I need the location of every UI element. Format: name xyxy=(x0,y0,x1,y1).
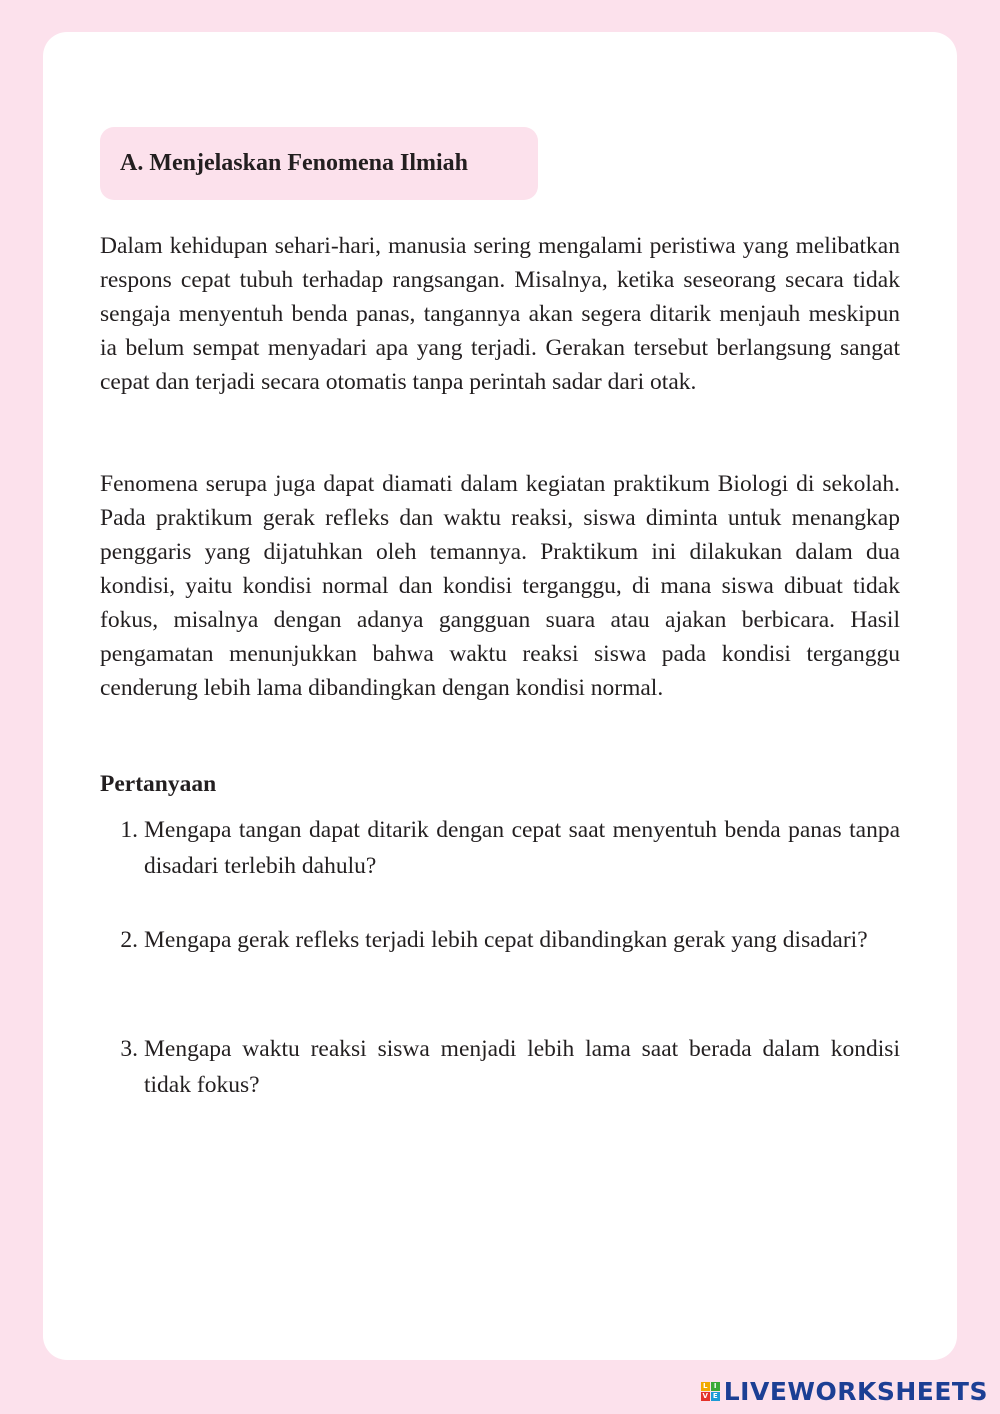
intro-paragraph-1: Dalam kehidupan sehari-hari, manusia sering mengalami peristiwa yang melibatkan respons cepat tubuh terhadap rangsangan. Misalnya, ketika seseorang secara tidak sengaja menyentuh benda panas, tangannya akan segera ditarik menjauh meskipun ia belum sempat menyadari apa yang terjadi. Gerakan tersebut berlangsung sangat cepat dan terjadi secara otomatis tanpa perintah sadar dari otak. xyxy=(100,233,900,395)
liveworksheets-logo-icon xyxy=(701,1382,720,1401)
question-number: 3. xyxy=(120,1036,138,1062)
question-text: Mengapa tangan dapat ditarik dengan cepat saat menyentuh benda panas tanpa disadari terlebih dahulu? xyxy=(144,817,900,879)
section-title xyxy=(100,127,538,200)
logo-letter-v: V xyxy=(702,1392,708,1400)
question-number: 2. xyxy=(120,927,138,953)
brand-name: LIVEWORKSHEETS xyxy=(723,1377,988,1406)
questions-heading: Pertanyaan xyxy=(100,771,217,797)
question-item-1 xyxy=(100,812,900,884)
section-title-text: A. Menjelaskan Fenomena Ilmiah xyxy=(120,150,468,176)
intro-paragraph-2: Fenomena serupa juga dapat diamati dalam kegiatan praktikum Biologi di sekolah. Pada praktikum gerak refleks dan waktu reaksi, siswa diminta untuk menangkap penggaris yang dijatuhkan oleh temannya. Praktikum ini dilakukan dalam dua kondisi, yaitu kondisi normal dan kondisi terganggu, di mana siswa dibuat tidak fokus, misalnya dengan adanya gangguan suara atau ajakan berbicara. Hasil pengamatan menunjukkan bahwa waktu reaksi siswa pada kondisi terganggu cenderung lebih lama dibandingkan dengan kondisi normal. xyxy=(100,471,900,701)
logo-letter-i: I xyxy=(711,1382,720,1391)
question-text: Mengapa gerak refleks terjadi lebih cepat dibandingkan gerak yang disadari? xyxy=(144,927,868,953)
question-text: Mengapa waktu reaksi siswa menjadi lebih lama saat berada dalam kondisi tidak fokus? xyxy=(144,1036,900,1098)
question-item-3 xyxy=(100,1031,900,1103)
logo-letter-e: E xyxy=(711,1392,720,1401)
question-number: 1. xyxy=(120,817,138,843)
liveworksheets-brand[interactable] xyxy=(701,1377,988,1406)
question-item-2 xyxy=(100,922,900,958)
logo-letter-l: L xyxy=(701,1382,710,1391)
